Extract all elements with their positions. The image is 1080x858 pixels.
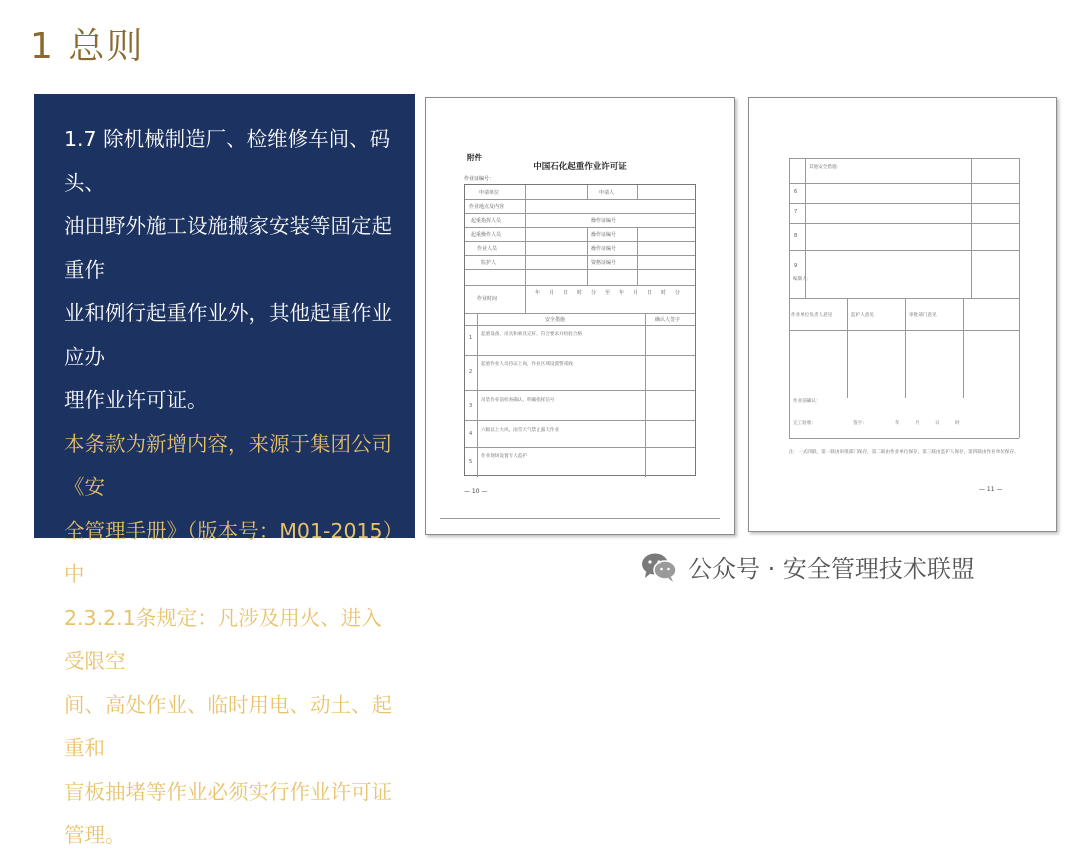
permit-form-page-right	[748, 97, 1057, 532]
watermark-text: 公众号 · 安全管理技术联盟	[688, 555, 975, 583]
time-unit: 年	[535, 290, 541, 296]
table-rule	[465, 227, 695, 228]
note-line: 全管理手册》（版本号：M01-2015）中	[64, 518, 393, 586]
form-text: 作业单位负责人意见	[791, 313, 833, 318]
form-text: 完工验收：	[793, 421, 816, 426]
table-rule	[477, 313, 478, 477]
sign-label: 日	[935, 421, 940, 426]
column-header: 安全措施	[545, 317, 566, 323]
table-rule	[789, 158, 1019, 159]
permit-form-page-left	[425, 97, 735, 535]
page-title: 1 总则	[30, 26, 145, 67]
form-text: 其他安全措施：	[809, 165, 842, 170]
table-rule	[789, 158, 790, 438]
field-label: 监护人	[481, 260, 497, 266]
field-label: 起重指挥人员	[471, 218, 502, 224]
table-rule	[971, 158, 972, 298]
time-unit: 月	[549, 290, 555, 296]
note-line: 本条款为新增内容，来源于集团公司《安	[64, 431, 392, 499]
time-unit: 日	[563, 290, 569, 296]
measure-text: 吊装作业前检查确认，明确指挥信号	[481, 398, 555, 403]
table-rule	[525, 185, 526, 285]
watermark	[640, 549, 975, 584]
note-line: 2.3.2.1条规定：凡涉及用火、进入受限空	[64, 605, 382, 673]
sign-label: 月	[915, 421, 920, 426]
field-label: 作业时间	[477, 296, 498, 302]
clause-line: 业和例行起重作业外，其他起重作业应办	[64, 301, 392, 369]
table-rule	[465, 390, 695, 391]
table-rule	[465, 213, 695, 214]
table-rule	[465, 269, 695, 270]
field-label: 申请单位	[479, 190, 500, 196]
time-unit: 分	[591, 290, 597, 296]
measure-text: 起重作业人员持证上岗，作业区域设置警戒线	[481, 362, 573, 367]
sign-label: 签字：	[853, 421, 867, 426]
field-label: 操作证编号	[591, 218, 617, 224]
field-label: 操作证编号	[591, 232, 617, 238]
time-unit: 年	[619, 290, 625, 296]
table-rule	[789, 330, 1019, 331]
page-number: — 11 —	[979, 486, 1003, 493]
table-rule	[465, 255, 695, 256]
wechat-icon	[640, 551, 678, 583]
table-rule	[645, 313, 646, 477]
sign-label: 时	[955, 421, 960, 426]
form-note: 注：一式四联，第一联由审批部门保存，第二联由作业单位保存，第三联由监护人保存，第四联由作业单位保存。	[789, 450, 1019, 455]
table-rule	[465, 325, 695, 326]
time-unit: 月	[633, 290, 639, 296]
form-text: 审批部门意见	[909, 313, 937, 318]
time-unit: 分	[675, 290, 681, 296]
table-rule	[465, 241, 695, 242]
field-label: 资格证编号	[591, 260, 617, 266]
time-unit: 日	[647, 290, 653, 296]
table-rule	[789, 203, 1019, 204]
measure-text: 起重设备、吊具和索具完好、符合要求并检验合格	[481, 332, 583, 337]
field-label: 操作证编号	[591, 246, 617, 252]
regulation-text-box	[34, 94, 415, 847]
field-label: 作业人员	[477, 246, 498, 252]
table-rule	[465, 313, 695, 314]
table-rule	[465, 420, 695, 421]
table-rule	[587, 227, 588, 285]
row-number: 3	[469, 403, 473, 409]
table-rule	[587, 185, 588, 199]
table-rule	[637, 185, 638, 199]
time-unit: 时	[661, 290, 667, 296]
time-unit: 时	[577, 290, 583, 296]
table-rule	[789, 223, 1019, 224]
table-rule	[789, 183, 1019, 184]
row-number: 5	[469, 459, 473, 465]
table-rule	[465, 199, 695, 200]
row-number: 1	[469, 335, 473, 341]
field-label: 申请人	[599, 190, 615, 196]
sign-label: 年	[895, 421, 900, 426]
form-text: 作业前确认：	[793, 399, 821, 404]
clause-line: 1.7 除机械制造厂、检维修车间、码头、	[64, 127, 391, 195]
row-number: 4	[469, 431, 473, 437]
table-rule	[465, 285, 695, 286]
form-text: 监护人意见	[851, 313, 874, 318]
field-label: 作业地点及内容	[469, 204, 505, 210]
form-text: 编制人：	[793, 277, 812, 282]
table-rule	[465, 355, 695, 356]
measure-text: 作业现场设置专人监护	[481, 454, 527, 459]
time-unit: 至	[605, 290, 611, 296]
table-rule	[637, 227, 638, 285]
table-rule	[905, 298, 906, 398]
table-rule	[525, 285, 526, 313]
page-number: — 10 —	[464, 488, 488, 495]
clause-line: 油田野外施工设施搬家安装等固定起重作	[64, 214, 392, 282]
table-rule	[963, 298, 964, 398]
table-rule	[789, 298, 1019, 299]
form-number-label: 作业证编号：	[464, 176, 495, 182]
form-title: 中国石化起重作业许可证	[533, 162, 627, 172]
attachment-label: 附件	[467, 153, 482, 162]
table-rule	[847, 298, 848, 398]
row-number: 6	[794, 189, 798, 195]
table-rule	[789, 438, 1019, 439]
row-number: 7	[794, 209, 798, 215]
row-number: 9	[794, 263, 798, 269]
page-rule	[440, 518, 720, 519]
table-rule	[789, 250, 1019, 251]
field-label: 起重操作人员	[471, 232, 502, 238]
table-rule	[465, 447, 695, 448]
table-rule	[1019, 158, 1020, 438]
clause-line: 理作业许可证。	[64, 388, 208, 412]
note-line: 间、高处作业、临时用电、动土、起重和	[64, 692, 392, 760]
row-number: 2	[469, 369, 473, 375]
column-header: 确认人签字	[655, 317, 681, 323]
form-number-line	[464, 175, 696, 182]
permit-table	[464, 184, 696, 476]
measure-text: 六级以上大风、雨雪天气禁止露天作业	[481, 428, 560, 433]
row-number: 8	[794, 233, 798, 239]
note-line: 盲板抽堵等作业必须实行作业许可证管理。	[64, 779, 392, 847]
